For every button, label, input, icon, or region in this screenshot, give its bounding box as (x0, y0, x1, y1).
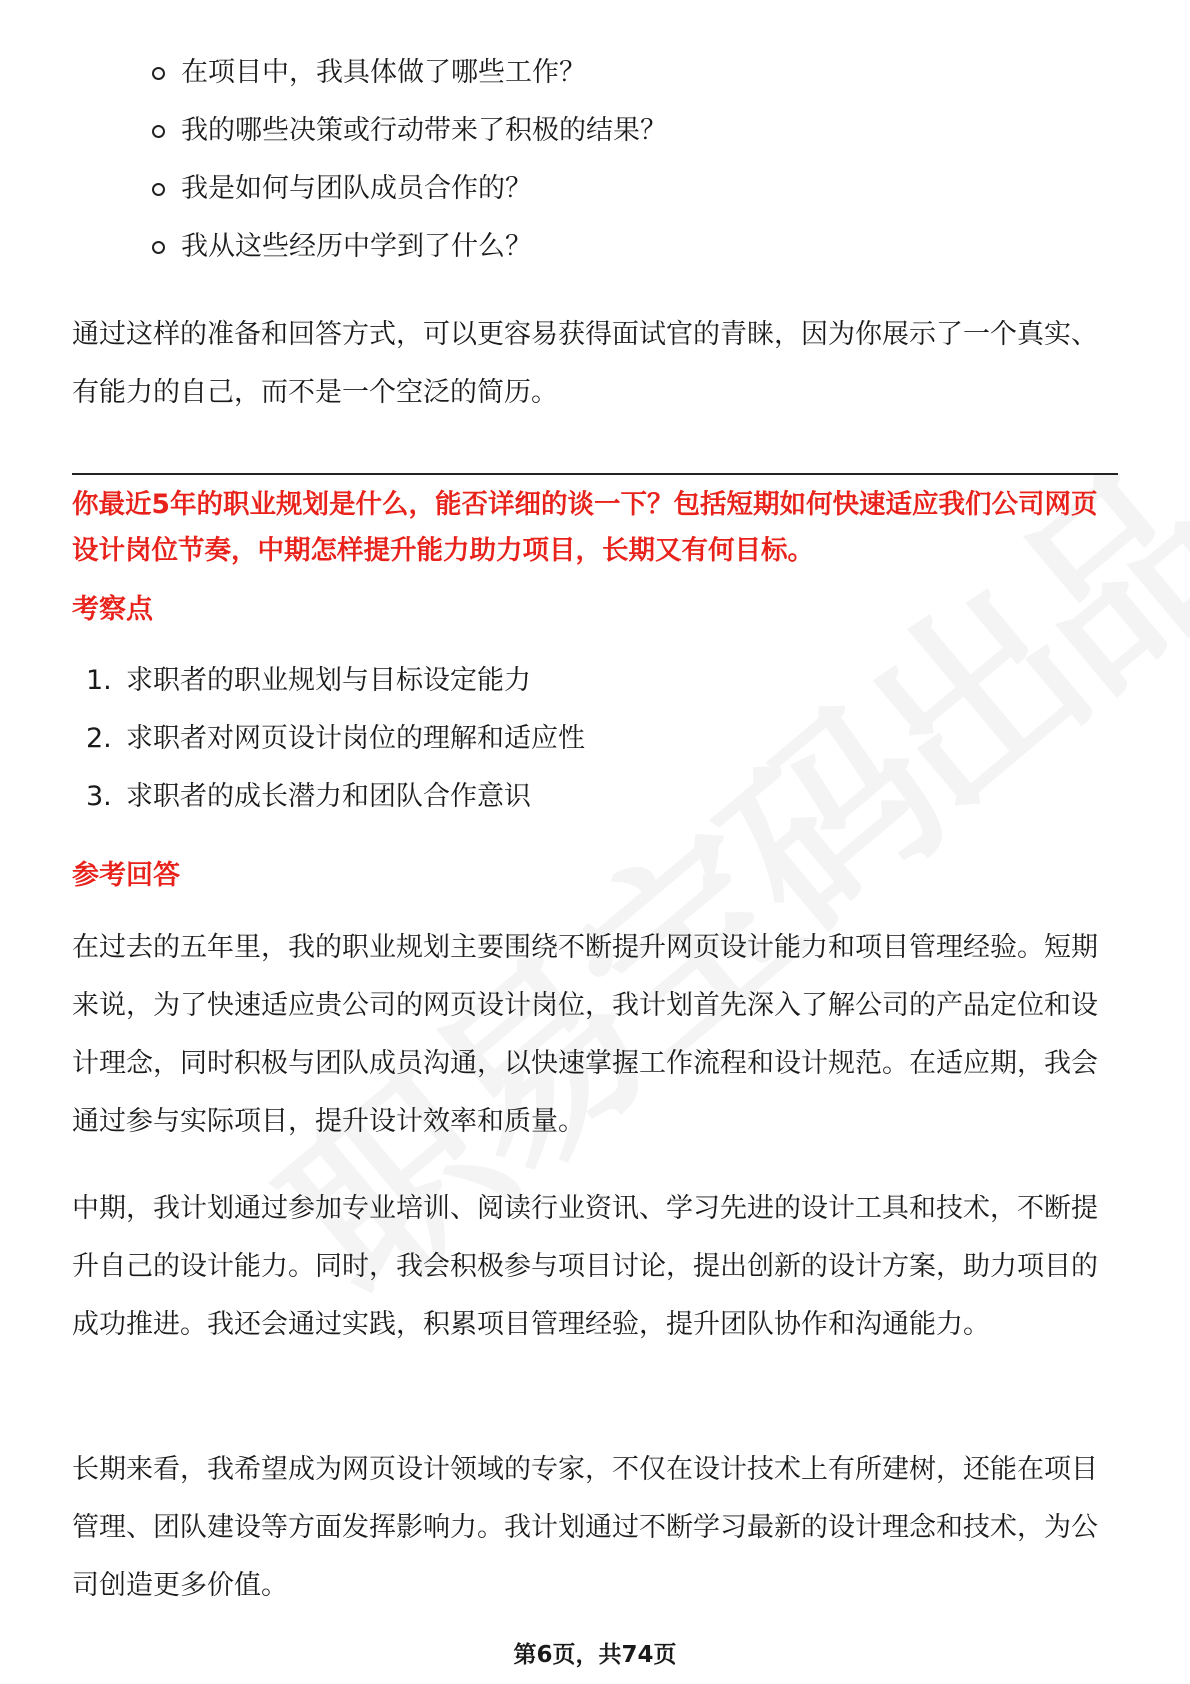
section-divider (72, 473, 1118, 475)
list-item (150, 160, 1130, 218)
point-text: 求职者的成长潜力和团队合作意识 (126, 781, 531, 812)
reference-answer-heading: 参考回答 (72, 860, 180, 891)
circle-bullet-icon (152, 67, 165, 80)
bullet-text: 我是如何与团队成员合作的？ (181, 173, 532, 204)
list-number: 3. (86, 781, 112, 812)
list-item (86, 652, 1086, 710)
bullet-text: 我的哪些决策或行动带来了积极的结果？ (181, 115, 667, 146)
circle-bullet-icon (152, 125, 165, 138)
bullet-text: 我从这些经历中学到了什么？ (181, 231, 532, 262)
reflection-bullet-list (150, 44, 1130, 276)
list-item (150, 102, 1130, 160)
list-item (86, 710, 1086, 768)
circle-bullet-icon (152, 241, 165, 254)
summary-paragraph: 通过这样的准备和回答方式，可以更容易获得面试官的青睐，因为你展示了一个真实、有能力的自己，而不是一个空泛的简历。 (72, 319, 1098, 408)
point-text: 求职者的职业规划与目标设定能力 (126, 665, 531, 696)
circle-bullet-icon (152, 183, 165, 196)
list-item (86, 768, 1086, 826)
list-item (150, 218, 1130, 276)
bullet-text: 在项目中，我具体做了哪些工作？ (181, 57, 586, 88)
list-item (150, 44, 1130, 102)
answer-paragraph-mid-term: 中期，我计划通过参加专业培训、阅读行业资讯、学习先进的设计工具和技术，不断提升自己的设计能力。同时，我会积极参与项目讨论，提出创新的设计方案，助力项目的成功推进。我还会通过实践，积累项目管理经验，提升团队协作和沟通能力。 (72, 1193, 1098, 1340)
answer-paragraph-long-term: 长期来看，我希望成为网页设计领域的专家，不仅在设计技术上有所建树，还能在项目管理、团队建设等方面发挥影响力。我计划通过不断学习最新的设计理念和技术，为公司创造更多价值。 (72, 1454, 1098, 1601)
interview-question: 你最近5年的职业规划是什么，能否详细的谈一下？包括短期如何快速适应我们公司网页设计岗位节奏，中期怎样提升能力助力项目，长期又有何目标。 (72, 489, 1098, 566)
page-number-footer: 第6页，共74页 (513, 1642, 677, 1668)
list-number: 2. (86, 723, 112, 754)
assessment-points-list (86, 652, 1086, 826)
list-number: 1. (86, 665, 112, 696)
assessment-points-heading: 考察点 (72, 594, 153, 625)
answer-paragraph-short-term: 在过去的五年里，我的职业规划主要围绕不断提升网页设计能力和项目管理经验。短期来说，为了快速适应贵公司的网页设计岗位，我计划首先深入了解公司的产品定位和设计理念，同时积极与团队成员沟通，以快速掌握工作流程和设计规范。在适应期，我会通过参与实际项目，提升设计效率和质量。 (72, 932, 1098, 1137)
point-text: 求职者对网页设计岗位的理解和适应性 (126, 723, 585, 754)
